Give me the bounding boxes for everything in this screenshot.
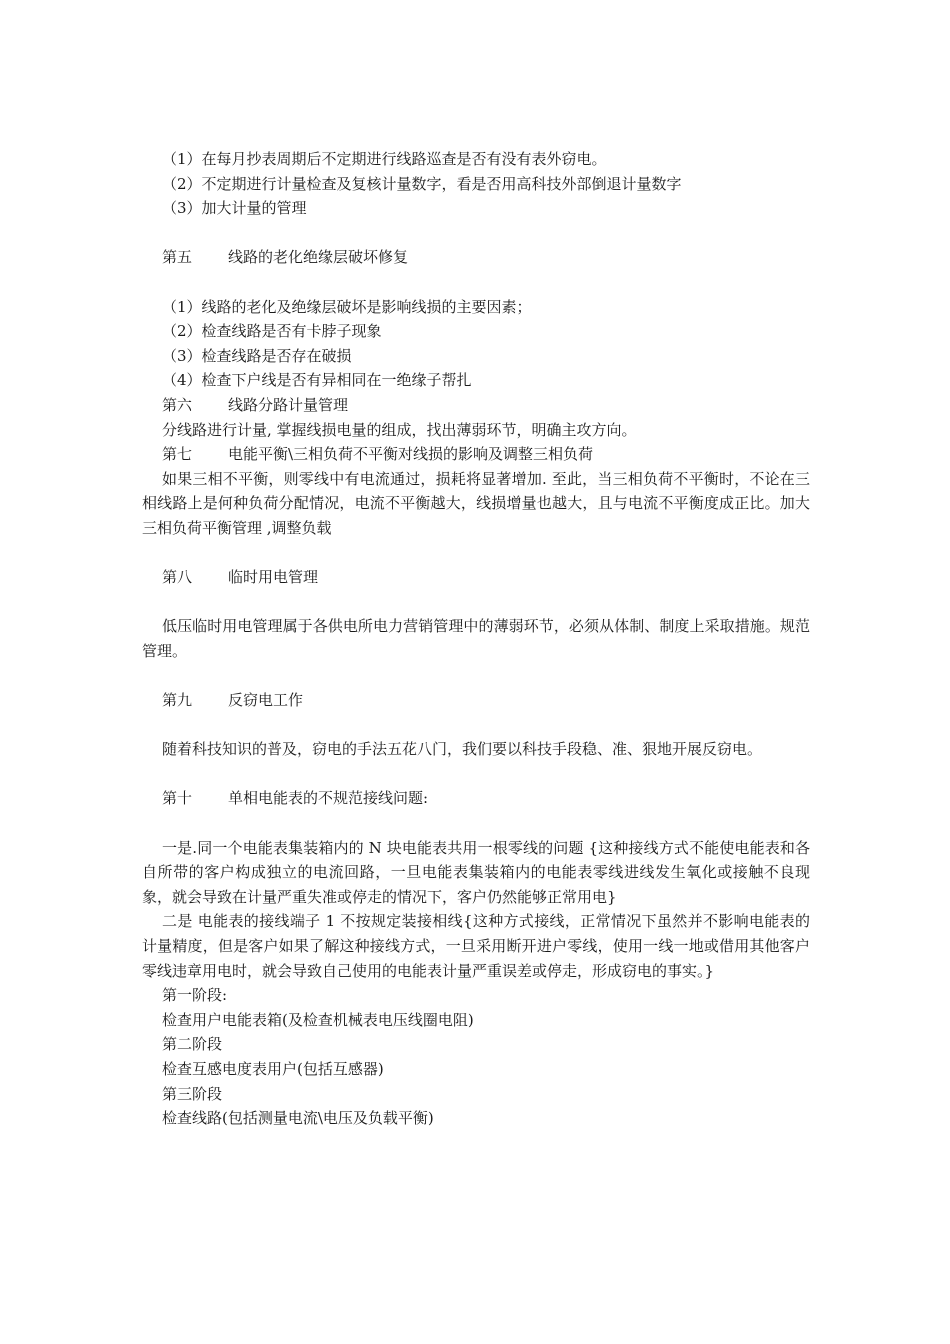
paragraph: 一是.同一个电能表集装箱内的 N 块电能表共用一根零线的问题 {这种接线方式不能使电能表和各自所带的客户构成独立的电流回路，一旦电能表集装箱内的电能表零线进线发生氧化或接触不良现象，就会导致在计量严重失准或停走的情况下，客户仍然能够正常用电} xyxy=(142,838,810,906)
section-heading-9 xyxy=(142,688,810,713)
stage-item: 检查互感电度表用户(包括互感器) xyxy=(162,1059,384,1078)
paragraph: 随着科技知识的普及，窃电的手法五花八门，我们要以科技手段稳、准、狠地开展反窃电。 xyxy=(162,740,763,759)
section-number: 第八 xyxy=(162,568,193,587)
stage-label: 第二阶段 xyxy=(162,1035,223,1054)
section-heading-8 xyxy=(142,565,810,590)
section-heading-6 xyxy=(142,393,810,418)
stage-label: 第三阶段 xyxy=(162,1084,223,1103)
stage-item: 检查用户电能表箱(及检查机械表电压线圈电阻) xyxy=(162,1010,474,1029)
paragraph: 二是 电能表的接线端子 1 不按规定装接相线{这种方式接线，正常情况下虽然并不影响电能表的计量精度，但是客户如果了解这种接线方式，一旦采用断开进户零线，使用一线一地或借用其他客户零线违章用电时，就会导致自己使用的电能表计量严重误差或停走，形成窃电的事实。} xyxy=(142,912,810,980)
section-title: 反窃电工作 xyxy=(228,691,304,710)
section-title: 线路分路计量管理 xyxy=(228,395,349,414)
section-title: 线路的老化绝缘层破坏修复 xyxy=(228,248,409,267)
paragraph: 低压临时用电管理属于各供电所电力营销管理中的薄弱环节，必须从体制、制度上采取措施。规范管理。 xyxy=(142,617,810,660)
list-item: （3）加大计量的管理 xyxy=(162,199,307,218)
section-heading-7 xyxy=(142,442,810,467)
section-number: 第十 xyxy=(162,789,193,808)
section-number: 第五 xyxy=(162,248,193,267)
section-title: 电能平衡\三相负荷不平衡对线损的影响及调整三相负荷 xyxy=(228,445,594,464)
document-page xyxy=(142,147,810,1131)
list-item: （3）检查线路是否存在破损 xyxy=(162,346,352,365)
section-title: 临时用电管理 xyxy=(228,568,319,587)
list-item: （2）检查线路是否有卡脖子现象 xyxy=(162,322,382,341)
section-number: 第六 xyxy=(162,395,193,414)
list-item: （1）线路的老化及绝缘层破坏是影响线损的主要因素； xyxy=(162,297,532,316)
list-item: （4）检查下户线是否有异相同在一绝缘子帮扎 xyxy=(162,371,472,390)
paragraph: 分线路进行计量, 掌握线损电量的组成，找出薄弱环节，明确主攻方向。 xyxy=(162,420,637,439)
list-item: （2）不定期进行计量检查及复核计量数字，看是否用高科技外部倒退计量数字 xyxy=(162,174,682,193)
paragraph: 如果三相不平衡，则零线中有电流通过，损耗将显著增加. 至此，当三相负荷不平衡时，不论在三相线路上是何种负荷分配情况，电流不平衡越大，线损增量也越大，且与电流不平衡度成正比。加大三相负荷平衡管理 ,调整负载 xyxy=(142,469,810,537)
section-number: 第九 xyxy=(162,691,193,710)
section-heading-5 xyxy=(142,245,810,270)
list-item: （1）在每月抄表周期后不定期进行线路巡查是否有没有表外窃电。 xyxy=(162,150,607,168)
section-number: 第七 xyxy=(162,445,193,464)
section-title: 单相电能表的不规范接线问题: xyxy=(228,789,429,808)
stage-label: 第一阶段: xyxy=(162,986,228,1005)
stage-item: 检查线路(包括测量电流\电压及负载平衡) xyxy=(162,1109,434,1128)
section-heading-10 xyxy=(142,786,810,811)
